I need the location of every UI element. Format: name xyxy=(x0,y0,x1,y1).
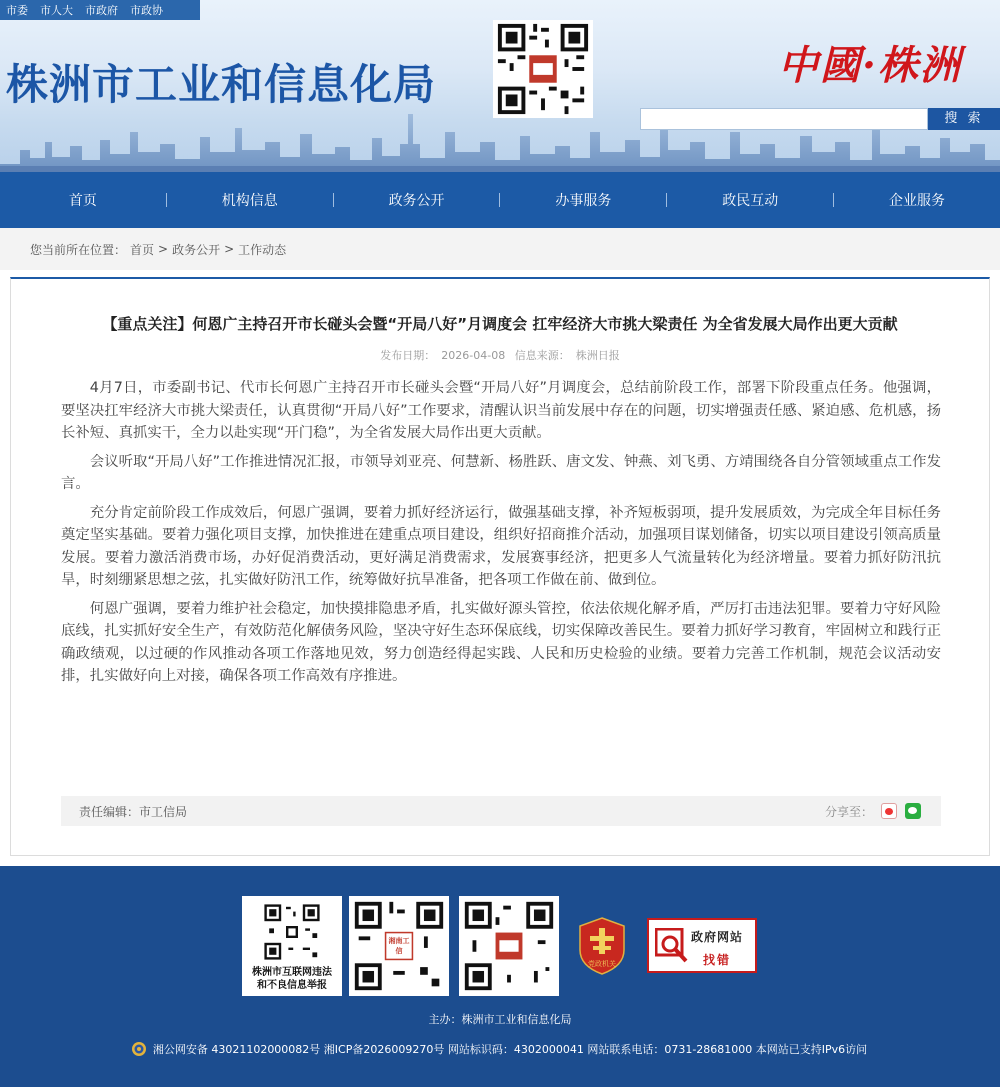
publish-date: 2026-04-08 xyxy=(441,349,506,362)
breadcrumb-prefix: 您当前所在位置： xyxy=(30,242,127,257)
nav-government-affairs[interactable]: 政务公开 xyxy=(388,193,445,209)
party-government-badge-icon[interactable] xyxy=(577,916,627,976)
breadcrumb-work-news[interactable]: 工作动态 xyxy=(238,242,287,257)
editor-value: 市工信局 xyxy=(139,804,188,819)
nav-services[interactable]: 办事服务 xyxy=(555,193,612,209)
article-body xyxy=(61,377,941,694)
toplink-peoples-congress[interactable]: 市人大 xyxy=(40,4,73,17)
report-qr-label-line1: 株洲市互联网违法 xyxy=(252,967,332,978)
app-qr-card[interactable] xyxy=(459,896,559,996)
nav-enterprise-services[interactable]: 企业服务 xyxy=(889,193,946,209)
party-badge-label: 党政机关 xyxy=(588,960,616,968)
article-paragraph: 4月7日，市委副书记、代市长何恩广主持召开市长碰头会暨“开局八好”月调度会，总结前阶段工作，部署下阶段重点任务。他强调，要坚决扛牢经济大市挑大梁责任，认真贯彻“开局八好”工作要求，清醒认识当前发展中存在的问题，切实增强责任感、紧迫感、危机感，扬长补短、真抓实干，全力以赴实现“开门稳”，为全省发展大局作出更大贡献。 xyxy=(61,380,941,441)
share-label: 分享至： xyxy=(824,804,873,819)
wechat-qr-label: 湘南工信 xyxy=(388,937,410,955)
breadcrumb-home[interactable]: 首页 xyxy=(130,242,155,257)
breadcrumb-government-affairs[interactable]: 政务公开 xyxy=(172,242,221,257)
china-zhuzhou-logo: 中國·株洲 xyxy=(778,42,962,89)
publish-date-label: 发布日期： xyxy=(380,349,436,362)
nav-home[interactable]: 首页 xyxy=(68,193,97,209)
toplink-municipal-committee[interactable]: 市委 xyxy=(6,4,28,17)
article-footer-bar xyxy=(61,796,941,826)
top-links-bar xyxy=(0,0,200,20)
article-paragraph: 何恩广强调，要着力维护社会稳定，加快摸排隐患矛盾，扎实做好源头管控，依法依规化解矛盾，严厉打击违法犯罪。要着力守好风险底线，扎实抓好安全生产，有效防范化解债务风险，坚决守好生态环保底线，切实保障改善民生。要着力抓好学习教育，牢固树立和践行正确政绩观，以过硬的作风推动各项工作落地见效，努力创造经得起实践、人民和历史检验的业绩。要着力完善工作机制，规范会议活动安排，扎实做好向上对接，确保各项工作高效有序推进。 xyxy=(61,600,941,684)
nav-interaction[interactable]: 政民互动 xyxy=(722,193,779,209)
qr-code-icon xyxy=(461,898,557,994)
footer-icp-text: 湘公网安备 43021102000082号 湘ICP备2026009270号 网站标识码：4302000041 网站联系电话：0731-28681000 本网站已支持IPv6访问 xyxy=(152,1043,868,1056)
report-qr-label-line2: 和不良信息举报 xyxy=(257,980,327,991)
breadcrumb-separator: > xyxy=(224,242,235,256)
gov-badge-subtitle: 找错 xyxy=(703,953,732,967)
site-header xyxy=(0,0,1000,172)
article-paragraph: 充分肯定前阶段工作成效后，何恩广强调，要着力抓好经济运行，做强基础支撑，补齐短板弱项，提升发展质效，为完成全年目标任务奠定坚实基础。要着力强化项目支撑，加快推进在建重点项目建设，组织好招商推介活动，加强项目谋划储备，切实以项目建设引领高质量发展。要着力激活消费市场，办好促消费活动，更好满足消费需求，发展赛事经济，把更多人气流量转化为经济增量。要着力抓好防汛抗旱，时刻绷紧思想之弦，扎实做好防汛工作，统筹做好抗旱准备，把各项工作做在前、做到位。 xyxy=(61,504,941,588)
footer-host: 主办：株洲市工业和信息化局 xyxy=(428,1013,572,1026)
site-title: 株洲市工业和信息化局 xyxy=(6,60,437,109)
breadcrumb xyxy=(0,228,1000,270)
breadcrumb-separator: > xyxy=(158,242,169,256)
wechat-qr-card[interactable] xyxy=(349,896,449,996)
source-label: 信息来源： xyxy=(514,349,570,362)
editor-info xyxy=(79,803,187,820)
share-area xyxy=(825,803,921,820)
magnifier-icon xyxy=(655,928,689,964)
article-title: 【重点关注】何恩广主持召开市长碰头会暨“开局八好”月调度会 扛牢经济大市挑大梁责任 为全省发展大局作出更大贡献 xyxy=(102,315,898,333)
report-qr-label xyxy=(242,966,342,992)
report-qr-card[interactable] xyxy=(242,896,342,996)
qr-code-icon xyxy=(262,902,322,962)
footer-icp-line xyxy=(0,1041,1000,1057)
qr-code-icon xyxy=(493,20,593,118)
site-footer xyxy=(0,866,1000,1087)
weibo-share-icon[interactable] xyxy=(881,803,897,819)
gov-badge-title: 政府网站 xyxy=(691,930,744,944)
search-button[interactable]: 搜 索 xyxy=(928,108,1000,130)
main-nav xyxy=(0,172,1000,228)
editor-label: 责任编辑： xyxy=(79,804,140,819)
nav-organization-info[interactable]: 机构信息 xyxy=(221,193,278,209)
gov-site-error-report-badge[interactable] xyxy=(647,918,757,973)
article-panel xyxy=(10,277,990,856)
toplink-cppcc[interactable]: 市政协 xyxy=(130,4,163,17)
article-paragraph: 会议听取“开局八好”工作推进情况汇报，市领导刘亚亮、何慧新、杨胜跃、唐文发、钟燕、刘飞勇、方靖围绕各自分管领域重点工作发言。 xyxy=(61,453,941,492)
search-input[interactable] xyxy=(640,108,928,130)
police-badge-icon xyxy=(131,1041,147,1057)
wechat-share-icon[interactable] xyxy=(905,803,921,819)
toplink-municipal-government[interactable]: 市政府 xyxy=(85,4,118,17)
source-value: 株洲日报 xyxy=(575,349,620,362)
article-meta xyxy=(11,347,989,363)
